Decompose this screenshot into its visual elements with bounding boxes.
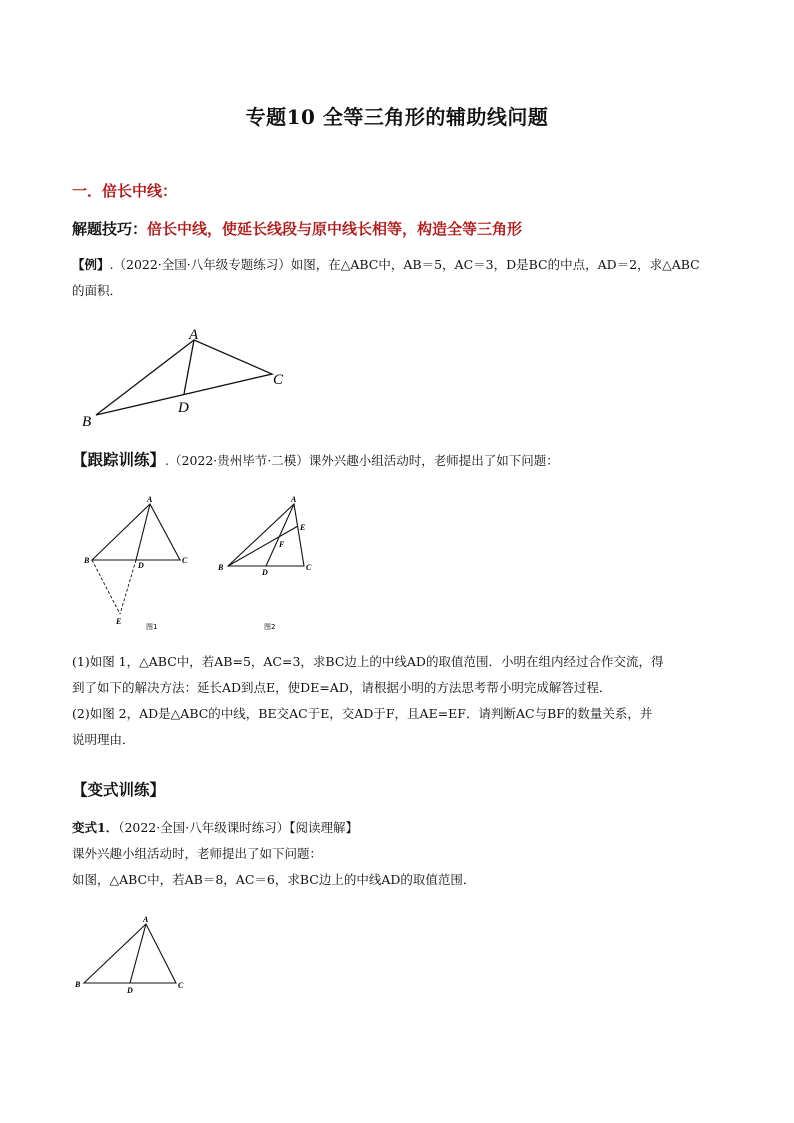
variant-item-source: （2022·全国·八年级课时练习）【阅读理解】 [118, 820, 358, 835]
fig2-label-a: A [291, 495, 297, 504]
variant-heading-text: 【变式训练】 [72, 780, 166, 799]
fig1-label-c: C [182, 556, 188, 565]
fig2-label-d: D [262, 568, 268, 577]
variant-triangle-figure [72, 912, 202, 1002]
fig1-label-e: E [116, 617, 122, 626]
fig1-label-b: B [84, 556, 90, 565]
label-b: B [82, 414, 92, 430]
fig2-label-c: C [306, 563, 312, 572]
fig2-caption: 图2 [264, 623, 276, 631]
question-1-line-1: (1)如图 1，△ABC中，若AB=5，AC=3，求BC边上的中线AD的取值范围．小明在组内经过合作交流，得 [72, 654, 664, 669]
page-title: 专题10 全等三角形的辅助线问题 [245, 105, 549, 129]
example-body-1: △ABC中，AB＝5，AC＝3，D是BC的中点，AD＝2，求△ABC [340, 257, 700, 272]
v1-label-b: B [75, 980, 81, 989]
variant-heading [72, 777, 724, 804]
example-paragraph [72, 252, 724, 304]
label-d: D [178, 400, 189, 416]
fig1-label-d: D [138, 561, 144, 570]
fig2-label-f: F [279, 540, 285, 549]
fig2-label-e: E [300, 523, 306, 532]
technique-label: 解题技巧： [72, 220, 148, 238]
fig1-caption: 图1 [146, 623, 158, 631]
technique-line [72, 218, 522, 239]
questions-block [72, 649, 724, 753]
variant-item-label: 变式1． [72, 820, 119, 835]
figure-1 [80, 492, 200, 638]
tracking-tag: 【跟踪训练】 [72, 450, 166, 469]
label-c: C [273, 372, 284, 388]
example-source: .（2022·全国·八年级专题练习）如图，在 [109, 257, 341, 272]
tracking-source: .（2022·贵州毕节·二模）课外兴趣小组活动时，老师提出了如下问题： [165, 453, 559, 468]
example-body-2: 的面积． [72, 283, 123, 298]
figure-2 [212, 492, 332, 638]
example-tag: 【例】 [72, 257, 110, 272]
question-1-line-2: 到了如下的解决方法：延长AD到点E，使DE=AD，请根据小明的方法思考帮小明完成解答过程． [72, 680, 612, 695]
v1-label-a: A [143, 915, 149, 924]
v1-label-c: C [178, 981, 184, 990]
section-heading: 一．倍长中线： [72, 182, 178, 200]
technique-text: 倍长中线，使延长线段与原中线长相等，构造全等三角形 [147, 220, 523, 238]
question-2-line-2: 说明理由． [72, 732, 135, 747]
example-triangle-figure [70, 322, 300, 432]
question-2-line-1: (2)如图 2，AD是△ABC的中线，BE交AC于E，交AD于F，且AE=EF．请判断AC与BF的数量关系，并 [72, 706, 653, 721]
variant-line-3: 如图，△ABC中，若AB＝8，AC＝6，求BC边上的中线AD的取值范围． [72, 872, 476, 887]
label-a: A [189, 327, 199, 343]
v1-label-d: D [127, 986, 133, 995]
variant-line-2: 课外兴趣小组活动时，老师提出了如下问题： [72, 846, 323, 861]
variant-paragraph [72, 815, 724, 893]
fig1-label-a: A [147, 495, 153, 504]
tracking-paragraph [72, 447, 724, 474]
fig2-label-b: B [218, 563, 224, 572]
